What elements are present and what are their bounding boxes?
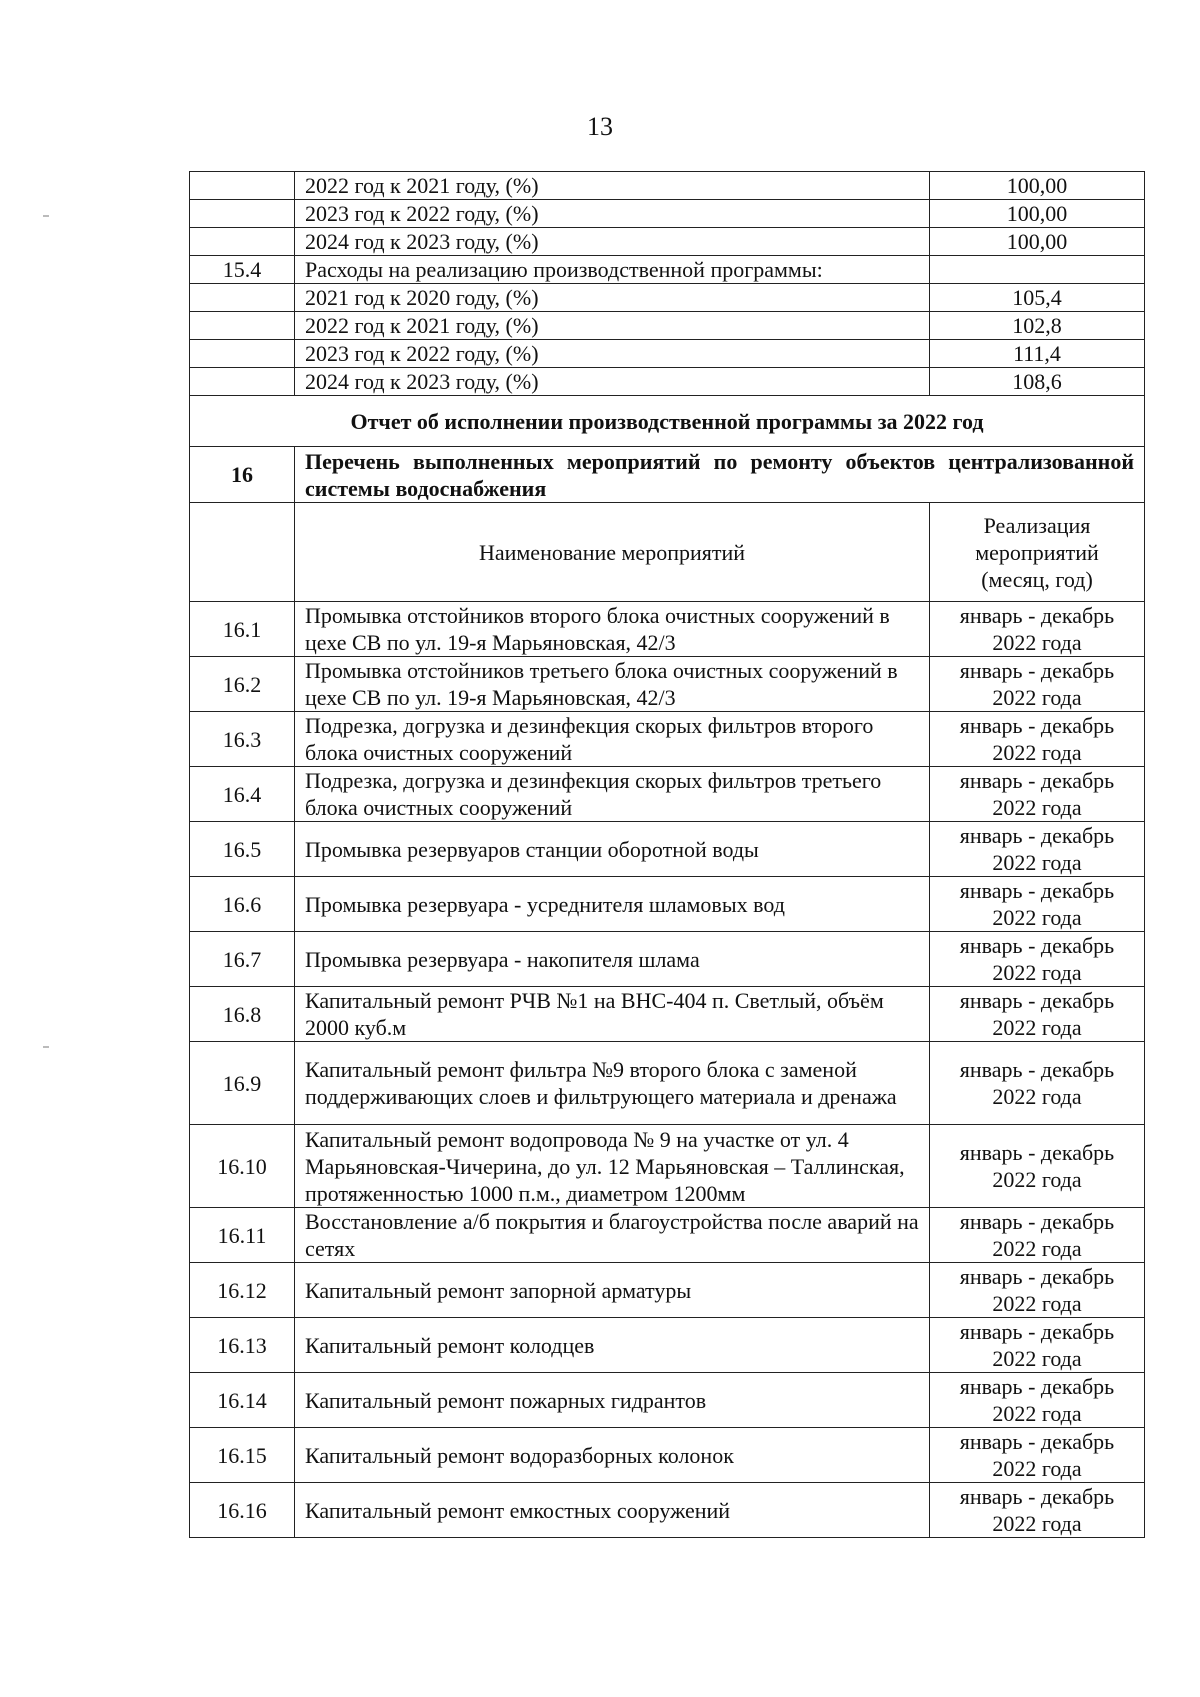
- row-text: Расходы на реализацию производственной программы:: [295, 256, 930, 284]
- event-row: [190, 932, 1145, 987]
- event-period-line2: 2022 года: [992, 740, 1082, 765]
- event-name: Капитальный ремонт РЧВ №1 на ВНС-404 п. Светлый, объём 2000 куб.м: [295, 987, 930, 1042]
- row-value: 102,8: [930, 312, 1145, 340]
- row-value: 100,00: [930, 228, 1145, 256]
- table-row: [190, 312, 1145, 340]
- event-period-line1: январь - декабрь: [959, 713, 1115, 738]
- row-number: [190, 228, 295, 256]
- event-period: [930, 932, 1145, 987]
- event-period-line2: 2022 года: [992, 850, 1082, 875]
- event-number: 16.5: [190, 822, 295, 877]
- row-text: 2024 год к 2023 году, (%): [295, 368, 930, 396]
- event-period: [930, 1483, 1145, 1538]
- event-name: Капитальный ремонт запорной арматуры: [295, 1263, 930, 1318]
- event-period-line1: январь - декабрь: [959, 823, 1115, 848]
- event-row: [190, 712, 1145, 767]
- event-row: [190, 1125, 1145, 1208]
- event-number: 16.13: [190, 1318, 295, 1373]
- row-text: 2021 год к 2020 году, (%): [295, 284, 930, 312]
- event-row: [190, 822, 1145, 877]
- event-row: [190, 1483, 1145, 1538]
- event-name: Капитальный ремонт фильтра №9 второго блока с заменой поддерживающих слоев и фильтрующего материала и дренажа: [295, 1042, 930, 1125]
- event-period: [930, 1208, 1145, 1263]
- event-name: Капитальный ремонт пожарных гидрантов: [295, 1373, 930, 1428]
- event-period: [930, 767, 1145, 822]
- event-period: [930, 657, 1145, 712]
- row-text: 2023 год к 2022 году, (%): [295, 340, 930, 368]
- event-period-line1: январь - декабрь: [959, 1209, 1115, 1234]
- column-header-period: Реализация мероприятий (месяц, год): [930, 503, 1145, 602]
- row-number: [190, 200, 295, 228]
- table-row: [190, 256, 1145, 284]
- event-period: [930, 1428, 1145, 1483]
- event-name: Промывка резервуаров станции оборотной воды: [295, 822, 930, 877]
- event-row: [190, 1263, 1145, 1318]
- event-number: 16.8: [190, 987, 295, 1042]
- event-row: [190, 877, 1145, 932]
- table-row: [190, 200, 1145, 228]
- event-name: Промывка отстойников второго блока очистных сооружений в цехе СВ по ул. 19-я Марьяновская, 42/3: [295, 602, 930, 657]
- event-name: Капитальный ремонт водоразборных колонок: [295, 1428, 930, 1483]
- event-period: [930, 1373, 1145, 1428]
- row-value: 100,00: [930, 172, 1145, 200]
- event-period-line1: январь - декабрь: [959, 768, 1115, 793]
- table-row: [190, 284, 1145, 312]
- table-row: [190, 368, 1145, 396]
- event-name: Капитальный ремонт колодцев: [295, 1318, 930, 1373]
- event-period-line2: 2022 года: [992, 1346, 1082, 1371]
- row-value: [930, 256, 1145, 284]
- event-period-line1: январь - декабрь: [959, 1057, 1115, 1082]
- event-name: Подрезка, догрузка и дезинфекция скорых фильтров третьего блока очистных сооружений: [295, 767, 930, 822]
- event-period-line2: 2022 года: [992, 1167, 1082, 1192]
- row-number: [190, 284, 295, 312]
- event-row: [190, 1373, 1145, 1428]
- event-number: 16.16: [190, 1483, 295, 1538]
- row-number: [190, 368, 295, 396]
- event-period: [930, 1318, 1145, 1373]
- event-period-line2: 2022 года: [992, 795, 1082, 820]
- event-name: Подрезка, догрузка и дезинфекция скорых фильтров второго блока очистных сооружений: [295, 712, 930, 767]
- event-name: Капитальный ремонт водопровода № 9 на участке от ул. 4 Марьяновская-Чичерина, до ул. 12 Марьяновская – Таллинская, протяженностью 1000 п.м., диаметром 1200мм: [295, 1125, 930, 1208]
- event-row: [190, 1042, 1145, 1125]
- event-period: [930, 1042, 1145, 1125]
- event-period-line1: январь - декабрь: [959, 1319, 1115, 1344]
- event-period-line1: январь - декабрь: [959, 1374, 1115, 1399]
- event-row: [190, 1428, 1145, 1483]
- event-period: [930, 877, 1145, 932]
- event-number: 16.4: [190, 767, 295, 822]
- event-period-line2: 2022 года: [992, 960, 1082, 985]
- event-period-line1: январь - декабрь: [959, 1264, 1115, 1289]
- event-number: 16.9: [190, 1042, 295, 1125]
- event-period-line1: январь - декабрь: [959, 988, 1115, 1013]
- column-header-name: Наименование мероприятий: [295, 503, 930, 602]
- event-period: [930, 1125, 1145, 1208]
- scan-artifact: [43, 1046, 49, 1048]
- event-period-line2: 2022 года: [992, 1511, 1082, 1536]
- section-number: 16: [190, 447, 295, 503]
- report-title: Отчет об исполнении производственной программы за 2022 год: [190, 396, 1145, 447]
- event-period-line2: 2022 года: [992, 630, 1082, 655]
- row-text: 2022 год к 2021 году, (%): [295, 312, 930, 340]
- event-row: [190, 602, 1145, 657]
- event-period-line2: 2022 года: [992, 905, 1082, 930]
- section-header-row: [190, 447, 1145, 503]
- event-row: [190, 767, 1145, 822]
- event-period-line2: 2022 года: [992, 1236, 1082, 1261]
- event-name: Промывка отстойников третьего блока очистных сооружений в цехе СВ по ул. 19-я Марьяновская, 42/3: [295, 657, 930, 712]
- event-row: [190, 1318, 1145, 1373]
- table-row: [190, 172, 1145, 200]
- event-name: Восстановление а/б покрытия и благоустройства после аварий на сетях: [295, 1208, 930, 1263]
- event-period-line1: январь - декабрь: [959, 933, 1115, 958]
- event-row: [190, 657, 1145, 712]
- event-period-line2: 2022 года: [992, 1015, 1082, 1040]
- row-number: [190, 340, 295, 368]
- event-number: 16.14: [190, 1373, 295, 1428]
- row-text: 2022 год к 2021 году, (%): [295, 172, 930, 200]
- table-row: [190, 228, 1145, 256]
- event-period-line1: январь - декабрь: [959, 658, 1115, 683]
- event-row: [190, 1208, 1145, 1263]
- row-number: 15.4: [190, 256, 295, 284]
- page-number: 13: [587, 112, 613, 141]
- event-period-line2: 2022 года: [992, 1291, 1082, 1316]
- event-period: [930, 987, 1145, 1042]
- report-title-row: [190, 396, 1145, 447]
- event-number: 16.2: [190, 657, 295, 712]
- section-title: Перечень выполненных мероприятий по ремонту объектов централизованной системы водоснабжения: [295, 447, 1145, 503]
- row-value: 100,00: [930, 200, 1145, 228]
- event-name: Капитальный ремонт емкостных сооружений: [295, 1483, 930, 1538]
- event-number: 16.12: [190, 1263, 295, 1318]
- column-header-row: [190, 503, 1145, 602]
- event-number: 16.3: [190, 712, 295, 767]
- event-period-line2: 2022 года: [992, 685, 1082, 710]
- event-period: [930, 822, 1145, 877]
- row-number: [190, 312, 295, 340]
- event-row: [190, 987, 1145, 1042]
- event-period-line2: 2022 года: [992, 1401, 1082, 1426]
- event-period: [930, 712, 1145, 767]
- event-number: 16.7: [190, 932, 295, 987]
- event-number: 16.1: [190, 602, 295, 657]
- row-value: 111,4: [930, 340, 1145, 368]
- event-name: Промывка резервуара - накопителя шлама: [295, 932, 930, 987]
- event-number: 16.15: [190, 1428, 295, 1483]
- event-period-line1: январь - декабрь: [959, 603, 1115, 628]
- scan-artifact: [43, 215, 49, 217]
- event-number: 16.10: [190, 1125, 295, 1208]
- table-row: [190, 340, 1145, 368]
- column-header-empty: [190, 503, 295, 602]
- event-period: [930, 602, 1145, 657]
- row-text: 2024 год к 2023 году, (%): [295, 228, 930, 256]
- program-table: [189, 171, 1145, 1538]
- row-value: 108,6: [930, 368, 1145, 396]
- event-name: Промывка резервуара - усреднителя шламовых вод: [295, 877, 930, 932]
- event-period-line1: январь - декабрь: [959, 1484, 1115, 1509]
- event-period-line1: январь - декабрь: [959, 1429, 1115, 1454]
- event-period-line2: 2022 года: [992, 1084, 1082, 1109]
- row-number: [190, 172, 295, 200]
- event-period-line1: январь - декабрь: [959, 1140, 1115, 1165]
- event-period: [930, 1263, 1145, 1318]
- row-text: 2023 год к 2022 году, (%): [295, 200, 930, 228]
- event-number: 16.6: [190, 877, 295, 932]
- row-value: 105,4: [930, 284, 1145, 312]
- event-period-line2: 2022 года: [992, 1456, 1082, 1481]
- event-number: 16.11: [190, 1208, 295, 1263]
- event-period-line1: январь - декабрь: [959, 878, 1115, 903]
